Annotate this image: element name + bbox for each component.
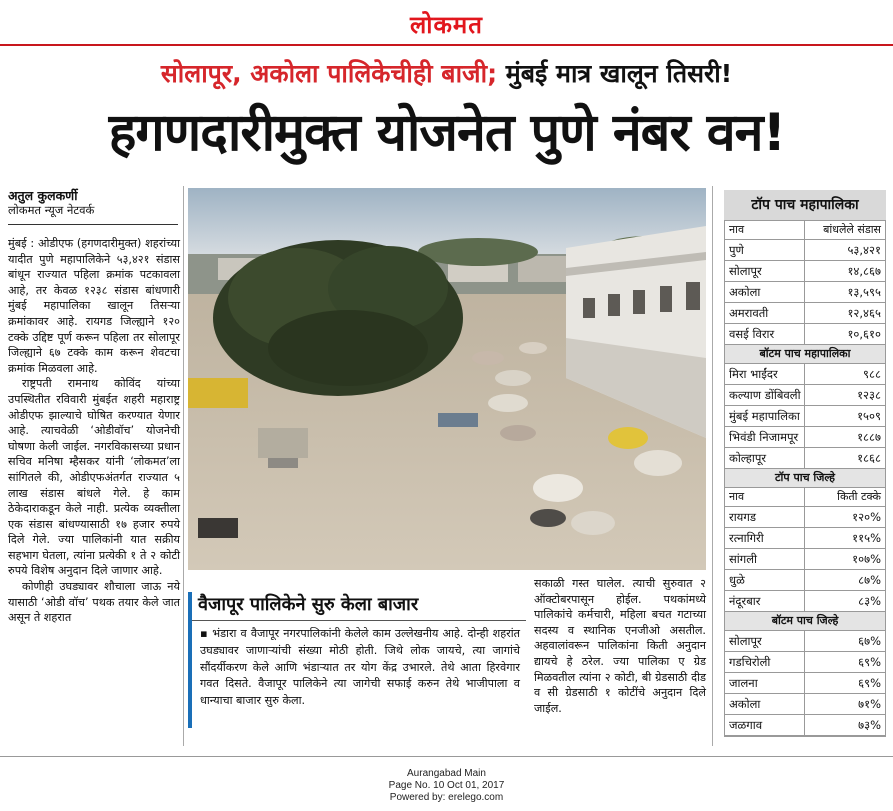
byline-rule [8,224,178,225]
table-row [725,715,885,736]
table-cell-value: १८६८ [857,451,881,465]
table-section-title: बॉटम पाच जिल्हे [725,612,885,631]
table-cell-value: १०,६१० [847,327,881,341]
byline-agency: लोकमत न्यूज नेटवर्क [8,203,95,217]
table-cell-value: ६७% [858,634,881,648]
table-row [725,427,885,448]
table-cell-name: अकोला [725,282,805,302]
table-cell-value: ६९% [858,655,881,669]
subsection-box [188,592,526,728]
column-divider [183,186,184,746]
market-photo [188,188,706,570]
table-cell-name: अमरावती [725,303,805,323]
table-cell-name: कल्याण डोंबिवली [725,385,805,405]
table-row [725,528,885,549]
table-cell-value: ६९% [858,676,881,690]
table-cell-name: धुळे [725,570,805,590]
table-row [725,240,885,261]
table-cell-value: १३,५९५ [847,285,881,299]
table-header-value: किती टक्के [837,490,881,503]
table-row [725,385,885,406]
table-row [725,652,885,673]
page-footer [0,768,893,804]
table-section-title: टॉप पाच जिल्हे [725,469,885,488]
table-cell-value: १८८७ [857,430,881,444]
table-cell-value: १२,४६५ [847,306,881,320]
headline: हगणदारीमुक्त योजनेत पुणे नंबर वन! [108,103,786,163]
table-frame [724,220,886,737]
table-cell-value: १४,८६७ [847,264,881,278]
table-cell-value: ७३% [858,718,881,732]
table-section-title: बॉटम पाच महापालिका [725,345,885,364]
table-cell-value: ७१% [858,697,881,711]
table-cell-name: सोलापूर [725,631,805,651]
table-cell-name: सांगली [725,549,805,569]
table-cell-value: १०७% [852,552,881,566]
table-cell-name: मुंबई महापालिका [725,406,805,426]
table-row [725,591,885,612]
ranking-table [724,190,886,737]
table-row [725,364,885,385]
table-row [725,507,885,528]
table-cell-value: ९८८ [863,367,881,381]
table-cell-name: भिवंडी निजामपूर [725,427,805,447]
article-column-1 [8,236,180,626]
table-title: टॉप पाच महापालिका [724,190,886,220]
column-divider [712,186,713,746]
table-cell-name: अकोला [725,694,805,714]
article-column-3: सकाळी गस्त घालेल. त्याची सुरुवात २ ऑक्टोबरपासून होईल. पथकांमध्ये पालिकांचे कर्मचारी, महिला बचत गटाच्या सदस्य व स्थानिक एनजीओ असतील. अहवालांवरून पालिकांना किती अनुदान द्यायचे हे ठरेल. ज्या पालिका ए ग्रेड मिळवतील त्यांना २ कोटी, बी ग्रेडसाठी दीड व सी ग्रेडसाठी १ कोटींचे अनुदान दिले जाईल. [534,577,706,715]
table-cell-value: ५३,४२१ [847,243,881,257]
table-row [725,261,885,282]
table-header [725,221,885,240]
table-cell-name: जळगाव [725,715,805,735]
masthead-rule [0,44,893,46]
table-cell-name: नंदूरबार [725,591,805,611]
footer-page: Page No. 10 Oct 01, 2017 [388,780,505,791]
table-cell-name: रायगड [725,507,805,527]
table-row [725,631,885,652]
table-row [725,324,885,345]
table-cell-value: ११५% [852,531,881,545]
table-row [725,282,885,303]
table-row [725,570,885,591]
lokmat-logo: लोकमत [410,10,483,39]
table-cell-name: सोलापूर [725,261,805,281]
table-cell-name: जालना [725,673,805,693]
subsection-rule [192,620,526,621]
table-header-name: नाव [725,488,805,506]
article-paragraph: राष्ट्रपती रामनाथ कोविंद यांच्या उपस्थितीत रविवारी मुंबईत शहरी महाराष्ट्र ओडीएफ झाल्याचे घोषित करण्यात येणार आहे. त्याचवेळी ‘ओडीवॉच’ योजनेची घोषणा केली जाईल. नगरविकासच्या प्रधान सचिव मनिषा म्हैसकर यांनी ‘लोकमत’ला सांगितले की, ओडीएफअंतर्गत राज्यात ५ लाख संडास बांधले गेले. हे काम ठेकेदाराकडून केले नाही. प्रत्येक व्यक्तीला एक संडास बांधण्यासाठी १७ हजार रुपये दिले गेले. ज्या पालिकांनी यात सक्रीय सहभाग घेतला, त्यांना प्रत्येकी १ ते २ कोटी रुपये विशेष अनुदान दिले जाणार आहे. [8,377,180,578]
table-row [725,694,885,715]
table-row [725,673,885,694]
byline-author: अतुल कुलकर्णी [8,188,78,203]
kicker [0,56,893,90]
subsection-title: वैजापूर पालिकेने सुरु केला बाजार [198,594,419,615]
footer-powered: Powered by: erelego.com [389,792,504,803]
table-cell-name: कोल्हापूर [725,448,805,468]
table-cell-value: ८३% [858,594,881,608]
table-cell-name: वसई विरार [725,324,805,344]
table-header-value: बांधलेले संडास [823,223,881,236]
table-cell-value: १५०९ [857,409,881,423]
kicker-black: मुंबई मात्र खालून तिसरी! [497,59,733,88]
table-header [725,488,885,507]
table-cell-name: पुणे [725,240,805,260]
masthead [0,0,893,44]
article-paragraph: कोणीही उघड्यावर शौचाला जाऊ नये यासाठी ‘ओडी वॉच’ पथक तयार केले जात असून ते शहरात [8,580,180,625]
kicker-red: सोलापूर, अकोला पालिकेचीही बाजी; [160,59,498,88]
table-cell-value: ८७% [858,573,881,587]
subsection-body: ▪ भंडारा व वैजापूर नगरपालिकांनी केलेले काम उल्लेखनीय आहे. दोन्ही शहरांत उघड्यावर जाणाऱ्यांची संख्या मोठी होती. जिथे लोक जायचे, त्या जागांचे सौंदर्यीकरण केले आणि भंडाऱ्यात तर योग केंद्र उभारले. तेथे आता हिरवेगार गवत दिसते. वैजापूर पालिकेने त्या जागेची सफाई करुन तेथे भाजीपाला व धान्याचा बाजार सुरु केला. [200,627,520,708]
footer-rule [0,756,893,757]
article-paragraph: मुंबई : ओडीएफ (हगणदारीमुक्त) शहरांच्या यादीत पुणे महापालिकेने ५३,४२१ संडास बांधून राज्यात पहिला क्रमांक पटकावला आहे, तर केवळ १२३८ संडास बांधणारी मुंबई महापालिका खालून तिसऱ्या क्रमांकावर आहे. रायगड जिल्ह्याने १२० टक्के उद्दिष्ट पूर्ण करून पहिला तर सोलापूर जिल्ह्याने ६७ टक्के काम करून शेवटचा क्रमांक मिळवला आहे. [8,237,180,375]
table-cell-name: मिरा भाईंदर [725,364,805,384]
table-row [725,448,885,469]
table-cell-value: १२३८ [857,388,881,402]
table-header-name: नाव [725,221,805,239]
table-cell-value: १२०% [852,510,881,524]
table-row [725,549,885,570]
table-cell-name: रत्नागिरी [725,528,805,548]
table-cell-name: गडचिरोली [725,652,805,672]
table-row [725,406,885,427]
table-row [725,303,885,324]
footer-edition: Aurangabad Main [407,768,486,779]
byline [8,188,180,218]
